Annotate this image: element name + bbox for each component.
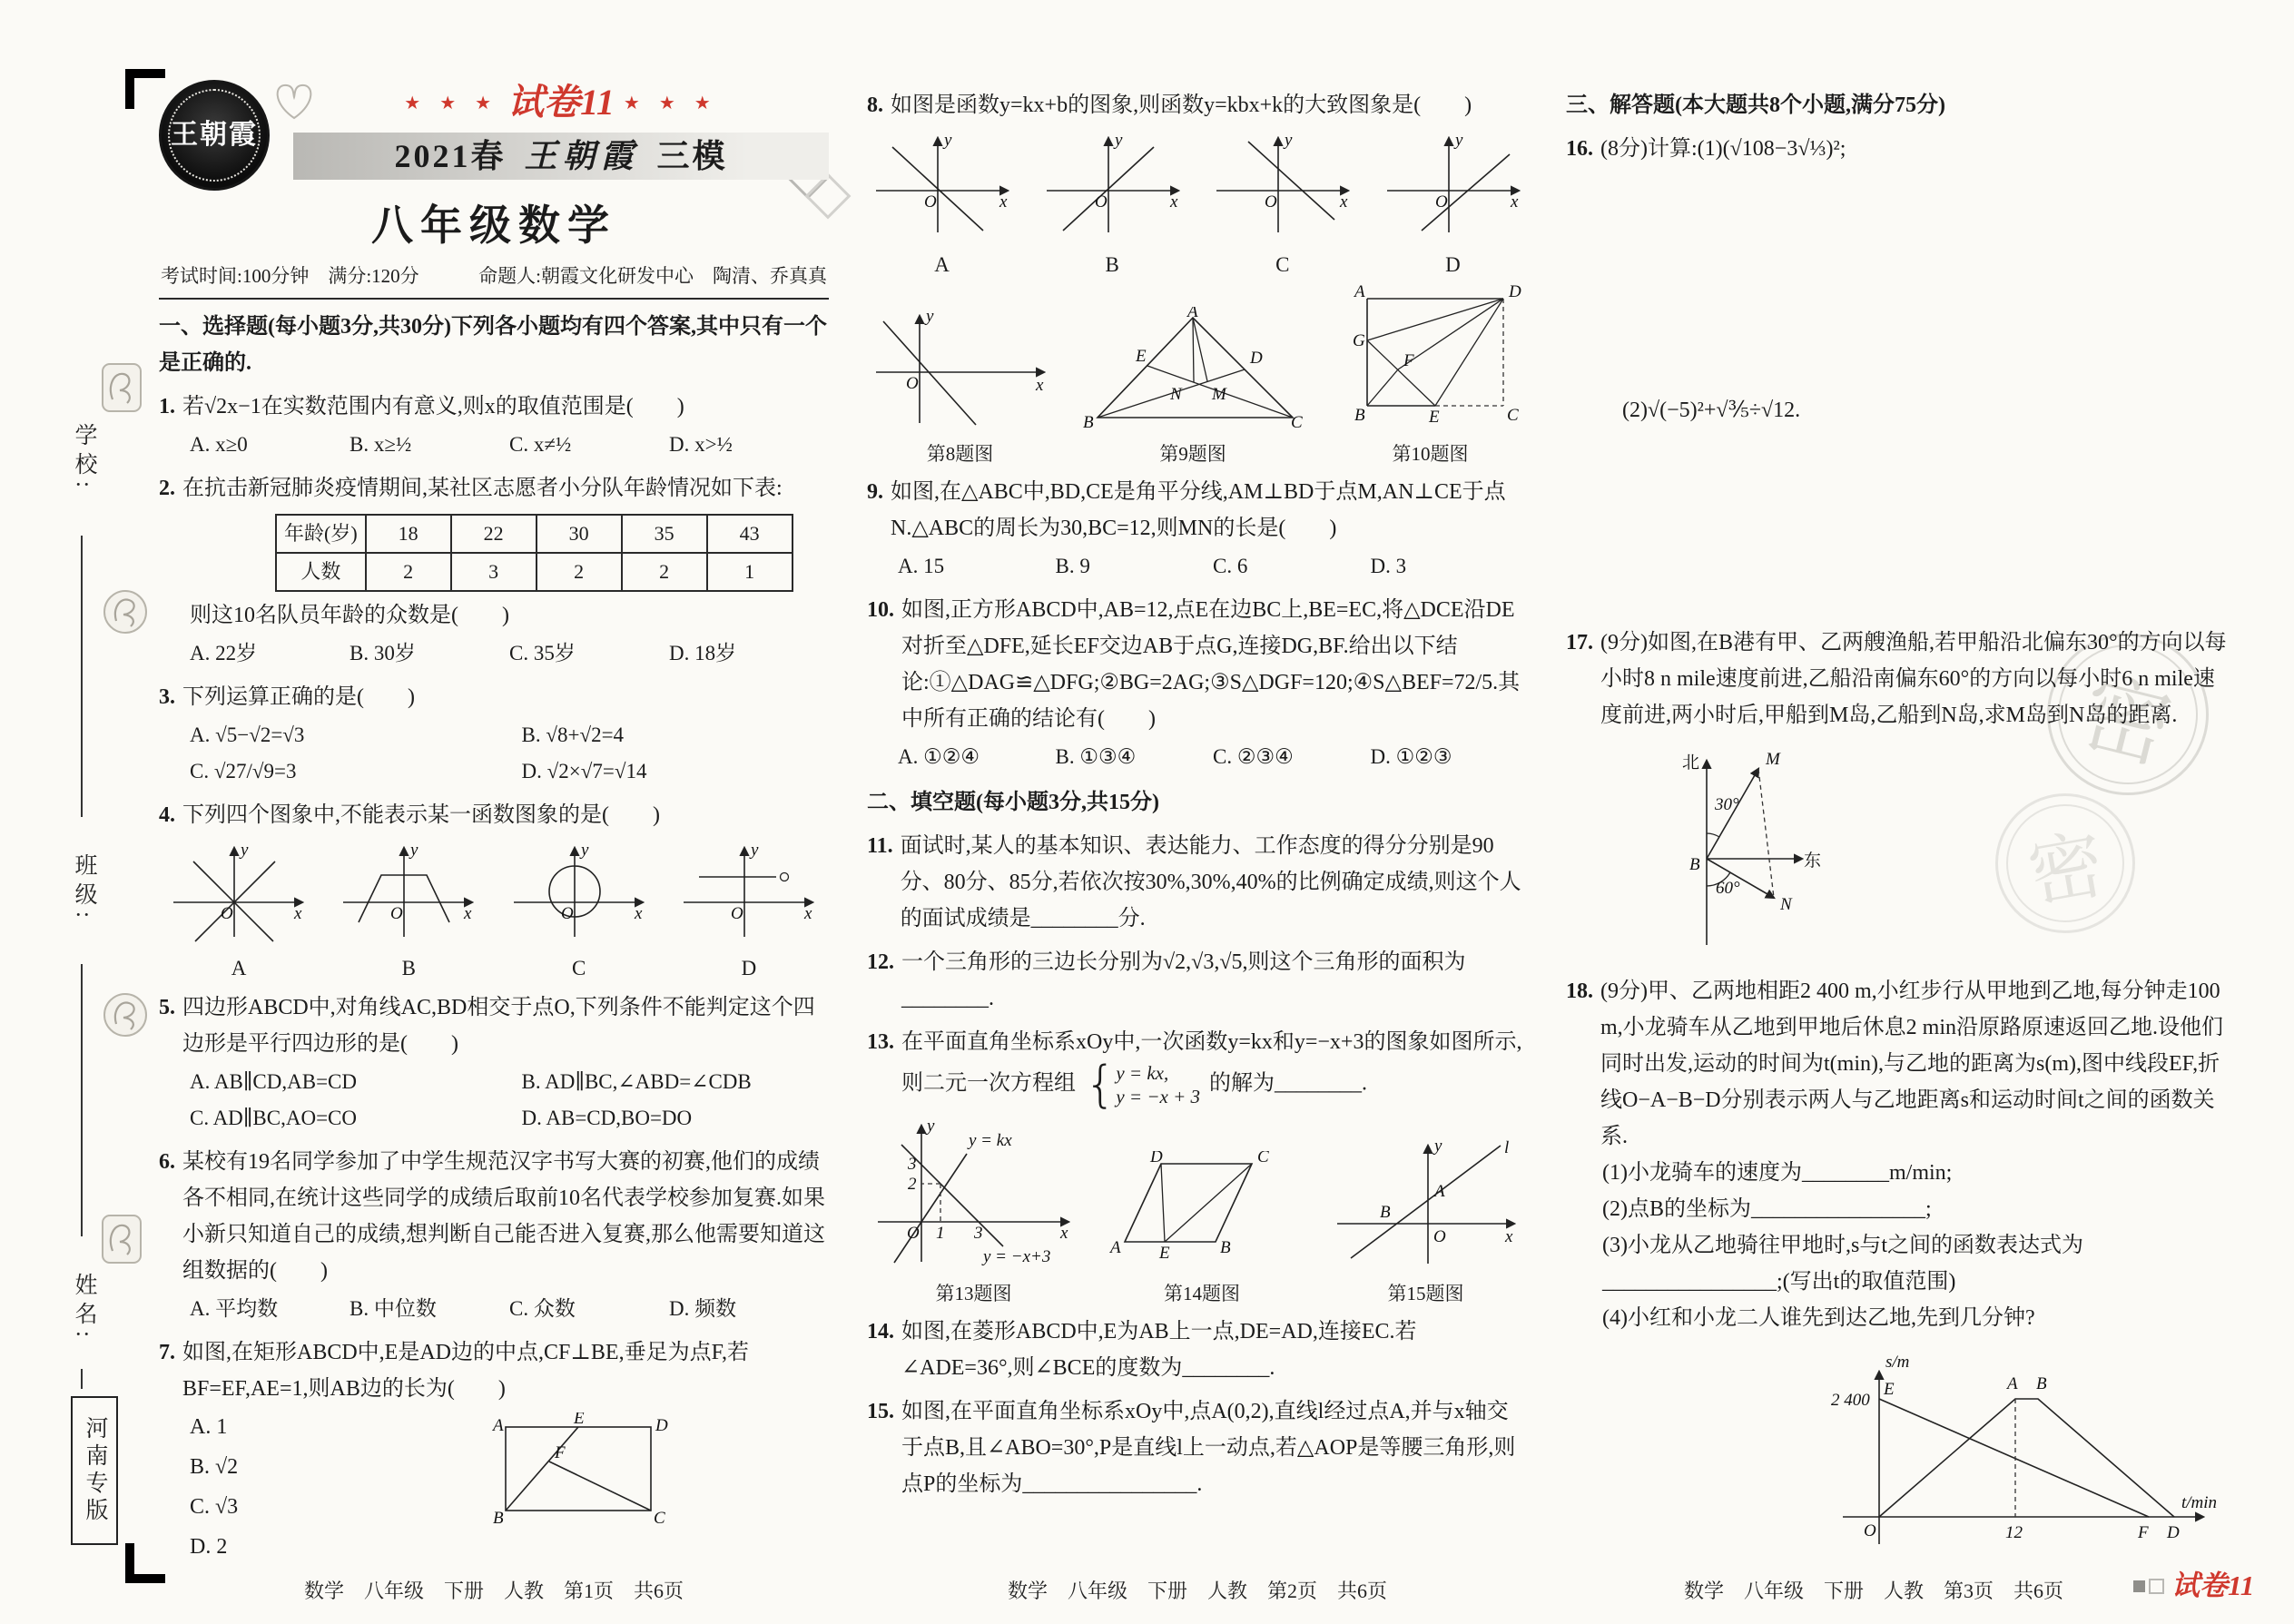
question-10 <box>867 592 1528 737</box>
table-cell: 年龄(岁) <box>276 515 366 553</box>
option: C. x≠½ <box>509 433 572 456</box>
figure-label: B <box>401 957 416 979</box>
question-3 <box>159 679 829 715</box>
footer-page-1: 数学 八年级 下册 人教 第1页 共6页 <box>303 1580 684 1602</box>
question-number: 15. <box>867 1400 894 1423</box>
table-cell: 3 <box>451 553 537 591</box>
svg-text:x: x <box>999 192 1008 212</box>
seal-stamp-icon <box>102 991 149 1038</box>
question-1 <box>159 389 829 425</box>
svg-text:1: 1 <box>936 1224 945 1243</box>
svg-text:3: 3 <box>908 1155 917 1174</box>
question-number: 10. <box>867 598 894 622</box>
question-number: 16. <box>1566 137 1593 161</box>
question-18-sub1: (1)小龙骑车的速度为________m/min; <box>1602 1161 1953 1185</box>
question-number: 3. <box>159 685 175 709</box>
svg-text:O: O <box>906 374 919 393</box>
question-number: 2. <box>159 477 175 500</box>
svg-text:C: C <box>1507 406 1519 425</box>
svg-text:3: 3 <box>974 1224 983 1243</box>
figure-caption: 第14题图 <box>1164 1283 1240 1304</box>
system-brace <box>1085 1060 1116 1109</box>
option: D. 3 <box>1370 555 1407 577</box>
svg-text:A: A <box>1187 307 1198 321</box>
svg-text:E: E <box>1158 1244 1170 1263</box>
question-18 <box>1566 973 2234 1155</box>
section-1-title: 一、选择题(每小题3分,共30分)下列各小题均有四个答案,其中只有一个是正确的. <box>159 315 827 375</box>
option: B. √2 <box>190 1455 239 1479</box>
question-text-part: 在平面直角坐标系xOy中,一次函数y=kx和y=−x+3的图象如图所示,则二元一次方程组 <box>901 1030 1522 1096</box>
option: D. 18岁 <box>669 642 737 664</box>
fig-q15-line <box>1324 1133 1528 1269</box>
question-text: (9分)如图,在B港有甲、乙两艘渔船,若甲船沿北偏东30°的方向以每小时8 n mile速度前进,乙船沿南偏东60°的方向以每小时6 n mile速度前进,两小时后,甲船到M岛,乙船到N岛,求M岛到N岛的距离. <box>1600 631 2227 727</box>
fig-q17-compass <box>1629 741 1820 954</box>
seal-stamp-icon <box>102 588 149 635</box>
svg-text:E: E <box>1429 408 1440 427</box>
question-number: 5. <box>159 996 175 1019</box>
system-eq-2: y = −x + 3 <box>1116 1086 1201 1107</box>
svg-text:y: y <box>750 841 759 860</box>
question-text: (8分)计算:(1)(√108−3√⅓)²; <box>1600 137 1846 161</box>
question-4 <box>159 797 829 833</box>
question-13 <box>867 1024 1528 1109</box>
fig-q4-a <box>166 839 311 943</box>
footer-brand <box>2133 1572 2254 1599</box>
option: B. AD∥BC,∠ABD=∠CDB <box>521 1070 752 1093</box>
option: B. 中位数 <box>350 1297 437 1320</box>
column-2 <box>867 87 1528 1502</box>
paper-number-line <box>293 82 829 129</box>
svg-text:D: D <box>1149 1151 1163 1166</box>
question-text: 某校有19名同学参加了中学生规范汉字书写大赛的初赛,他们的成绩各不相同,在统计这些同学的成绩后取前10名代表学校参加复赛.如果小新只知道自己的成绩,想判断自己能否进入复赛,那么他需要知道这组数据的( ) <box>182 1150 825 1283</box>
question-text: 如图,在菱形ABCD中,E为AB上一点,DE=AD,连接EC.若∠ADE=36°,则∠BCE的度数为________. <box>901 1320 1417 1380</box>
question-text: 一个三角形的三边长分别为√2,√3,√5,则这个三角形的面积为________. <box>901 950 1466 1010</box>
table-cell: 2 <box>622 553 707 591</box>
figure-caption: 第9题图 <box>1159 443 1226 465</box>
question-16-part2: (2)√(−5)²+√⅗÷√12. <box>1622 399 1801 422</box>
question-18-sub2: (2)点B的坐标为________________; <box>1602 1197 1932 1221</box>
question-number: 6. <box>159 1150 175 1174</box>
question-5 <box>159 989 829 1062</box>
svg-text:E: E <box>1884 1380 1895 1399</box>
square-deco-icon <box>2133 1580 2145 1592</box>
banner-round: 三模 <box>656 138 728 174</box>
figure-label: C <box>571 957 586 979</box>
option: B. √8+√2=4 <box>521 723 625 746</box>
figures-8-9-10 <box>867 284 1528 467</box>
table-cell: 1 <box>707 553 793 591</box>
page-title: 八年级数学 <box>371 202 616 249</box>
fig-q8-given-graph <box>867 307 1053 429</box>
option: C. 6 <box>1213 555 1248 577</box>
svg-text:l: l <box>1504 1138 1510 1157</box>
figure-caption: 第8题图 <box>926 443 994 465</box>
svg-text:D: D <box>655 1416 668 1435</box>
question-15 <box>867 1393 1528 1502</box>
option: B. ①③④ <box>1055 745 1137 768</box>
fig-q7-rectangle <box>480 1412 671 1535</box>
question-14 <box>867 1314 1528 1386</box>
fig-q4-c <box>507 839 652 943</box>
fig-q8-choice-a <box>867 129 1017 240</box>
school-write-line <box>81 536 83 817</box>
question-12 <box>867 944 1528 1017</box>
question-9-options <box>867 548 1528 585</box>
svg-text:E: E <box>574 1412 585 1428</box>
svg-text:O: O <box>1094 192 1108 212</box>
question-number: 14. <box>867 1320 894 1343</box>
svg-text:A: A <box>493 1416 504 1435</box>
question-number: 4. <box>159 803 175 827</box>
question-10-options <box>867 739 1528 775</box>
svg-text:O: O <box>730 904 743 923</box>
option: B. 30岁 <box>350 642 416 664</box>
option: D. √2×√7=√14 <box>521 760 647 782</box>
question-6-options <box>159 1291 829 1327</box>
svg-text:x: x <box>464 904 472 923</box>
svg-text:y: y <box>1454 131 1463 150</box>
svg-text:C: C <box>1256 1151 1269 1166</box>
option: A. 1 <box>190 1415 228 1439</box>
question-number: 1. <box>159 395 175 418</box>
svg-text:D: D <box>1509 284 1521 301</box>
svg-text:D: D <box>1250 349 1263 368</box>
exam-banner <box>293 133 829 180</box>
option: C. 众数 <box>509 1297 576 1320</box>
svg-text:A: A <box>1109 1238 1121 1257</box>
option: A. 15 <box>898 555 945 577</box>
svg-text:O: O <box>1433 1227 1446 1246</box>
work-space <box>1566 167 2234 392</box>
question-text: 则这10名队员年龄的众数是( ) <box>190 604 509 627</box>
work-space <box>1566 428 2234 617</box>
option: C. AD∥BC,AO=CO <box>190 1107 357 1129</box>
svg-text:O: O <box>1434 192 1448 212</box>
square-deco-icon <box>2149 1579 2164 1594</box>
svg-text:y: y <box>1114 131 1123 150</box>
svg-text:B: B <box>1689 855 1700 874</box>
name-label: 姓名: <box>72 1273 96 1343</box>
question-17 <box>1566 625 2234 733</box>
svg-text:O: O <box>924 192 937 212</box>
seal-stamp-icon <box>100 361 143 414</box>
stars-deco: ★ ★ ★ <box>404 94 499 113</box>
svg-text:B: B <box>493 1509 504 1528</box>
figure-caption: 第15题图 <box>1387 1283 1464 1304</box>
publisher-logo <box>159 80 270 191</box>
fig-q14-rhombus <box>1105 1151 1300 1269</box>
question-number: 8. <box>867 94 883 117</box>
question-number: 7. <box>159 1341 175 1364</box>
option: D. x>½ <box>669 433 733 456</box>
option: A. AB∥CD,AB=CD <box>190 1070 357 1093</box>
option: B. x≥½ <box>350 433 412 456</box>
question-5-options <box>159 1064 829 1137</box>
option: D. ①②③ <box>1370 745 1452 768</box>
svg-text:x: x <box>1505 1227 1513 1246</box>
svg-text:F: F <box>2138 1523 2149 1542</box>
svg-text:A: A <box>1354 284 1365 301</box>
figure-caption: 第13题图 <box>935 1283 1012 1304</box>
age-table <box>275 514 793 592</box>
question-number: 13. <box>867 1030 894 1054</box>
svg-text:B: B <box>1380 1203 1391 1222</box>
svg-text:x: x <box>1169 192 1178 212</box>
question-text: 在抗击新冠肺炎疫情期间,某社区志愿者小分队年龄情况如下表: <box>182 477 783 500</box>
svg-text:2 400: 2 400 <box>1831 1391 1870 1410</box>
question-number: 17. <box>1566 631 1593 655</box>
table-cell: 43 <box>707 515 793 553</box>
figure-label: C <box>1275 253 1290 276</box>
svg-text:x: x <box>634 904 643 923</box>
svg-text:30°: 30° <box>1715 795 1739 814</box>
question-text: 如图,在平面直角坐标系xOy中,点A(0,2),直线l经过点A,并与x轴交于点B,且∠ABO=30°,P是直线l上一动点,若△AOP是等腰三角形,则点P的坐标为________________. <box>901 1400 1516 1496</box>
figure-caption: 第10题图 <box>1392 443 1469 465</box>
equation-system <box>1085 1060 1200 1109</box>
option: B. 9 <box>1055 555 1090 577</box>
seal-watermark: 密 <box>1984 782 2146 944</box>
option: C. 35岁 <box>509 642 576 664</box>
fig-q8-choice-d <box>1378 129 1528 240</box>
seal-stamp-icon <box>100 1213 143 1265</box>
question-8 <box>867 87 1528 123</box>
table-cell: 30 <box>537 515 622 553</box>
question-text: 如图,正方形ABCD中,AB=12,点E在边BC上,BE=EC,将△DCE沿DE对折至△DFE,延长EF交边AB于点G,连接DG,BF.给出以下结论:①△DAG≌△DFG;②BG=2AG;③S△DGF=120;④S△BEF=72/5.其中所有正确的结论有( ) <box>901 598 1521 731</box>
class-write-line <box>81 964 83 1236</box>
option: A. √5−√2=√3 <box>190 723 305 746</box>
question-number: 11. <box>867 834 893 858</box>
system-eq-1: y = kx, <box>1116 1062 1169 1084</box>
publisher-logo-text: 王朝霞 <box>171 120 258 150</box>
figure-label: B <box>1105 253 1119 276</box>
svg-text:y: y <box>927 1117 935 1136</box>
svg-text:y: y <box>926 307 934 326</box>
fig-q9-triangle <box>1079 307 1306 429</box>
question-text: 下列四个图象中,不能表示某一函数图象的是( ) <box>182 803 660 827</box>
question-11 <box>867 828 1528 937</box>
svg-text:y: y <box>1285 131 1293 150</box>
svg-text:O: O <box>390 904 404 923</box>
svg-text:y: y <box>1434 1137 1442 1156</box>
svg-text:60°: 60° <box>1716 879 1740 898</box>
question-1-options <box>159 427 829 463</box>
question-number: 12. <box>867 950 894 974</box>
figure-label: D <box>1445 253 1461 276</box>
fig-q8-choice-c <box>1207 129 1357 240</box>
svg-text:x: x <box>1510 192 1519 212</box>
question-8-choice-graphs <box>867 129 1528 279</box>
svg-text:O: O <box>1265 192 1278 212</box>
figure-label: A <box>231 957 247 979</box>
option: A. x≥0 <box>190 433 248 456</box>
table-cell: 2 <box>537 553 622 591</box>
question-text: 四边形ABCD中,对角线AC,BD相交于点O,下列条件不能判定这个四边形是平行四边形的是( ) <box>182 996 815 1056</box>
figures-13-14-15 <box>867 1115 1528 1306</box>
fig-q18-distance-time-graph <box>1829 1349 2220 1558</box>
svg-text:M: M <box>1766 750 1780 769</box>
svg-text:A: A <box>2007 1374 2018 1393</box>
svg-text:A: A <box>1434 1182 1445 1201</box>
svg-text:东: 东 <box>1804 851 1820 871</box>
svg-text:O: O <box>221 904 233 923</box>
figure-label: A <box>934 253 950 276</box>
class-label: 班级: <box>72 853 96 924</box>
option: A. ①②④ <box>898 745 980 768</box>
svg-text:M: M <box>1212 385 1226 404</box>
svg-text:C: C <box>654 1509 665 1528</box>
question-18-sub3: (3)小龙从乙地骑往甲地时,s与t之间的函数表达式为________________;(写出t的取值范围) <box>1602 1234 2083 1294</box>
option: D. 2 <box>190 1535 228 1559</box>
table-cell: 22 <box>451 515 537 553</box>
table-cell: 35 <box>622 515 707 553</box>
svg-text:x: x <box>803 904 812 923</box>
svg-text:y = kx: y = kx <box>969 1131 1012 1150</box>
banner-season: 2021春 <box>394 138 507 174</box>
question-18-sub4: (4)小红和小龙二人谁先到达乙地,先到几分钟? <box>1602 1306 2035 1330</box>
svg-text:y: y <box>580 841 589 860</box>
question-2 <box>159 470 829 507</box>
svg-text:y: y <box>944 131 952 150</box>
fig-q4-d <box>676 839 822 943</box>
question-3-options <box>159 717 829 790</box>
svg-text:O: O <box>907 1224 920 1243</box>
question-text: (9分)甲、乙两地相距2 400 m,小红步行从甲地到乙地,每分钟走100 m,小龙骑车从乙地到甲地后休息2 min沿原路原速返回乙地.设他们同时出发,运动的时间为t(min),与乙地的距离为s(m),图中线段EF,折线O−A−B−D分别表示两人与乙地距离s和运动时间t之间的函数关系. <box>1600 979 2224 1148</box>
option: D. 频数 <box>669 1297 737 1320</box>
paper-header <box>159 80 829 191</box>
question-text: 如图,在△ABC中,BD,CE是角平分线,AM⊥BD于点M,AN⊥CE于点N.△ABC的周长为30,BC=12,则MN的长是( ) <box>891 480 1506 540</box>
question-text-part: 的解为________. <box>1209 1071 1368 1096</box>
svg-text:C: C <box>1291 413 1303 429</box>
question-9 <box>867 474 1528 546</box>
name-write-line <box>81 1369 83 1389</box>
option: D. AB=CD,BO=DO <box>521 1107 693 1129</box>
footer-paper-number: 试卷11 <box>2171 1570 2255 1601</box>
fig-q8-choice-b <box>1038 129 1187 240</box>
svg-text:x: x <box>1340 192 1348 212</box>
question-18-figure-wrap <box>1829 1349 2234 1570</box>
option: C. ②③④ <box>1213 745 1294 768</box>
svg-text:s/m: s/m <box>1885 1353 1910 1372</box>
svg-text:B: B <box>1083 413 1094 429</box>
question-text: 如图,在矩形ABCD中,E是AD边的中点,CF⊥BE,垂足为点F,若BF=EF,AE=1,则AB边的长为( ) <box>182 1341 750 1401</box>
question-7-options <box>159 1407 362 1567</box>
svg-text:N: N <box>1780 895 1792 914</box>
svg-text:B: B <box>2036 1374 2047 1393</box>
edition-box: 河南专版 <box>71 1396 118 1545</box>
exam-authors: 命题人:朝霞文化研发中心 陶清、乔真真 <box>478 265 827 287</box>
table-cell: 人数 <box>276 553 366 591</box>
question-number: 9. <box>867 480 883 504</box>
column-3 <box>1566 87 2234 1570</box>
svg-text:y: y <box>410 841 418 860</box>
svg-text:N: N <box>1170 385 1182 404</box>
svg-text:2: 2 <box>908 1175 917 1194</box>
option: A. 平均数 <box>190 1297 279 1320</box>
svg-text:F: F <box>555 1443 566 1462</box>
question-text <box>901 1024 1528 1109</box>
option: C. √27/√9=3 <box>190 760 297 782</box>
svg-text:O: O <box>1864 1521 1876 1540</box>
exam-time-score: 考试时间:100分钟 满分:120分 <box>161 265 419 287</box>
table-cell: 18 <box>366 515 451 553</box>
section-2-title: 二、填空题(每小题3分,共15分) <box>867 791 1159 814</box>
question-7 <box>159 1334 829 1407</box>
banner-brand: 王朝霞 <box>524 138 639 174</box>
svg-text:y: y <box>241 841 249 860</box>
question-text: 如图是函数y=kx+b的图象,则函数y=kbx+k的大致图象是( ) <box>891 94 1472 117</box>
question-17-figure-wrap <box>1629 741 2234 966</box>
stars-deco: ★ ★ ★ <box>623 94 718 113</box>
question-4-figures <box>159 839 829 982</box>
question-2-options <box>159 635 829 672</box>
svg-text:B: B <box>1354 406 1365 425</box>
svg-text:x: x <box>1036 376 1044 395</box>
question-text: 下列运算正确的是( ) <box>182 685 415 709</box>
question-7-body <box>159 1407 829 1567</box>
svg-text:D: D <box>2167 1523 2180 1542</box>
footer-page-3: 数学 八年级 下册 人教 第3页 共6页 <box>1683 1580 2064 1602</box>
svg-text:y = −x+3: y = −x+3 <box>983 1247 1051 1266</box>
question-16 <box>1566 131 2234 167</box>
question-text: 面试时,某人的基本知识、表达能力、工作态度的得分分别是90分、80分、85分,若依次按30%,30%,40%的比例确定成绩,则这个人的面试成绩是________分. <box>900 834 1521 930</box>
svg-text:G: G <box>1353 331 1365 350</box>
question-6 <box>159 1144 829 1289</box>
table-cell: 2 <box>366 553 451 591</box>
question-number: 18. <box>1566 979 1593 1003</box>
option: C. √3 <box>190 1495 239 1519</box>
figure-label: D <box>741 957 757 979</box>
svg-text:12: 12 <box>2005 1523 2023 1542</box>
paper-number: 试卷11 <box>507 82 615 123</box>
svg-text:B: B <box>1219 1238 1231 1257</box>
question-text: 若√2x−1在实数范围内有意义,则x的取值范围是( ) <box>182 395 684 418</box>
footer-page-2: 数学 八年级 下册 人教 第2页 共6页 <box>1007 1580 1388 1602</box>
svg-text:O: O <box>560 904 574 923</box>
fig-q13-graph <box>867 1115 1080 1269</box>
svg-text:t/min: t/min <box>2181 1493 2218 1512</box>
svg-text:x: x <box>294 904 302 923</box>
school-label: 学校: <box>72 423 96 494</box>
column-1 <box>159 80 829 1567</box>
svg-text:E: E <box>1136 347 1147 366</box>
seal-watermark: 密 <box>2030 616 2226 812</box>
fig-q10-square <box>1333 284 1528 429</box>
svg-text:北: 北 <box>1682 753 1700 773</box>
section-3-title: 三、解答题(本大题共8个小题,满分75分) <box>1566 94 1945 117</box>
svg-text:F: F <box>1403 351 1414 370</box>
option: A. 22岁 <box>190 642 258 664</box>
svg-text:x: x <box>1060 1224 1068 1243</box>
exam-info-row <box>159 258 829 300</box>
fig-q4-b <box>336 839 481 943</box>
